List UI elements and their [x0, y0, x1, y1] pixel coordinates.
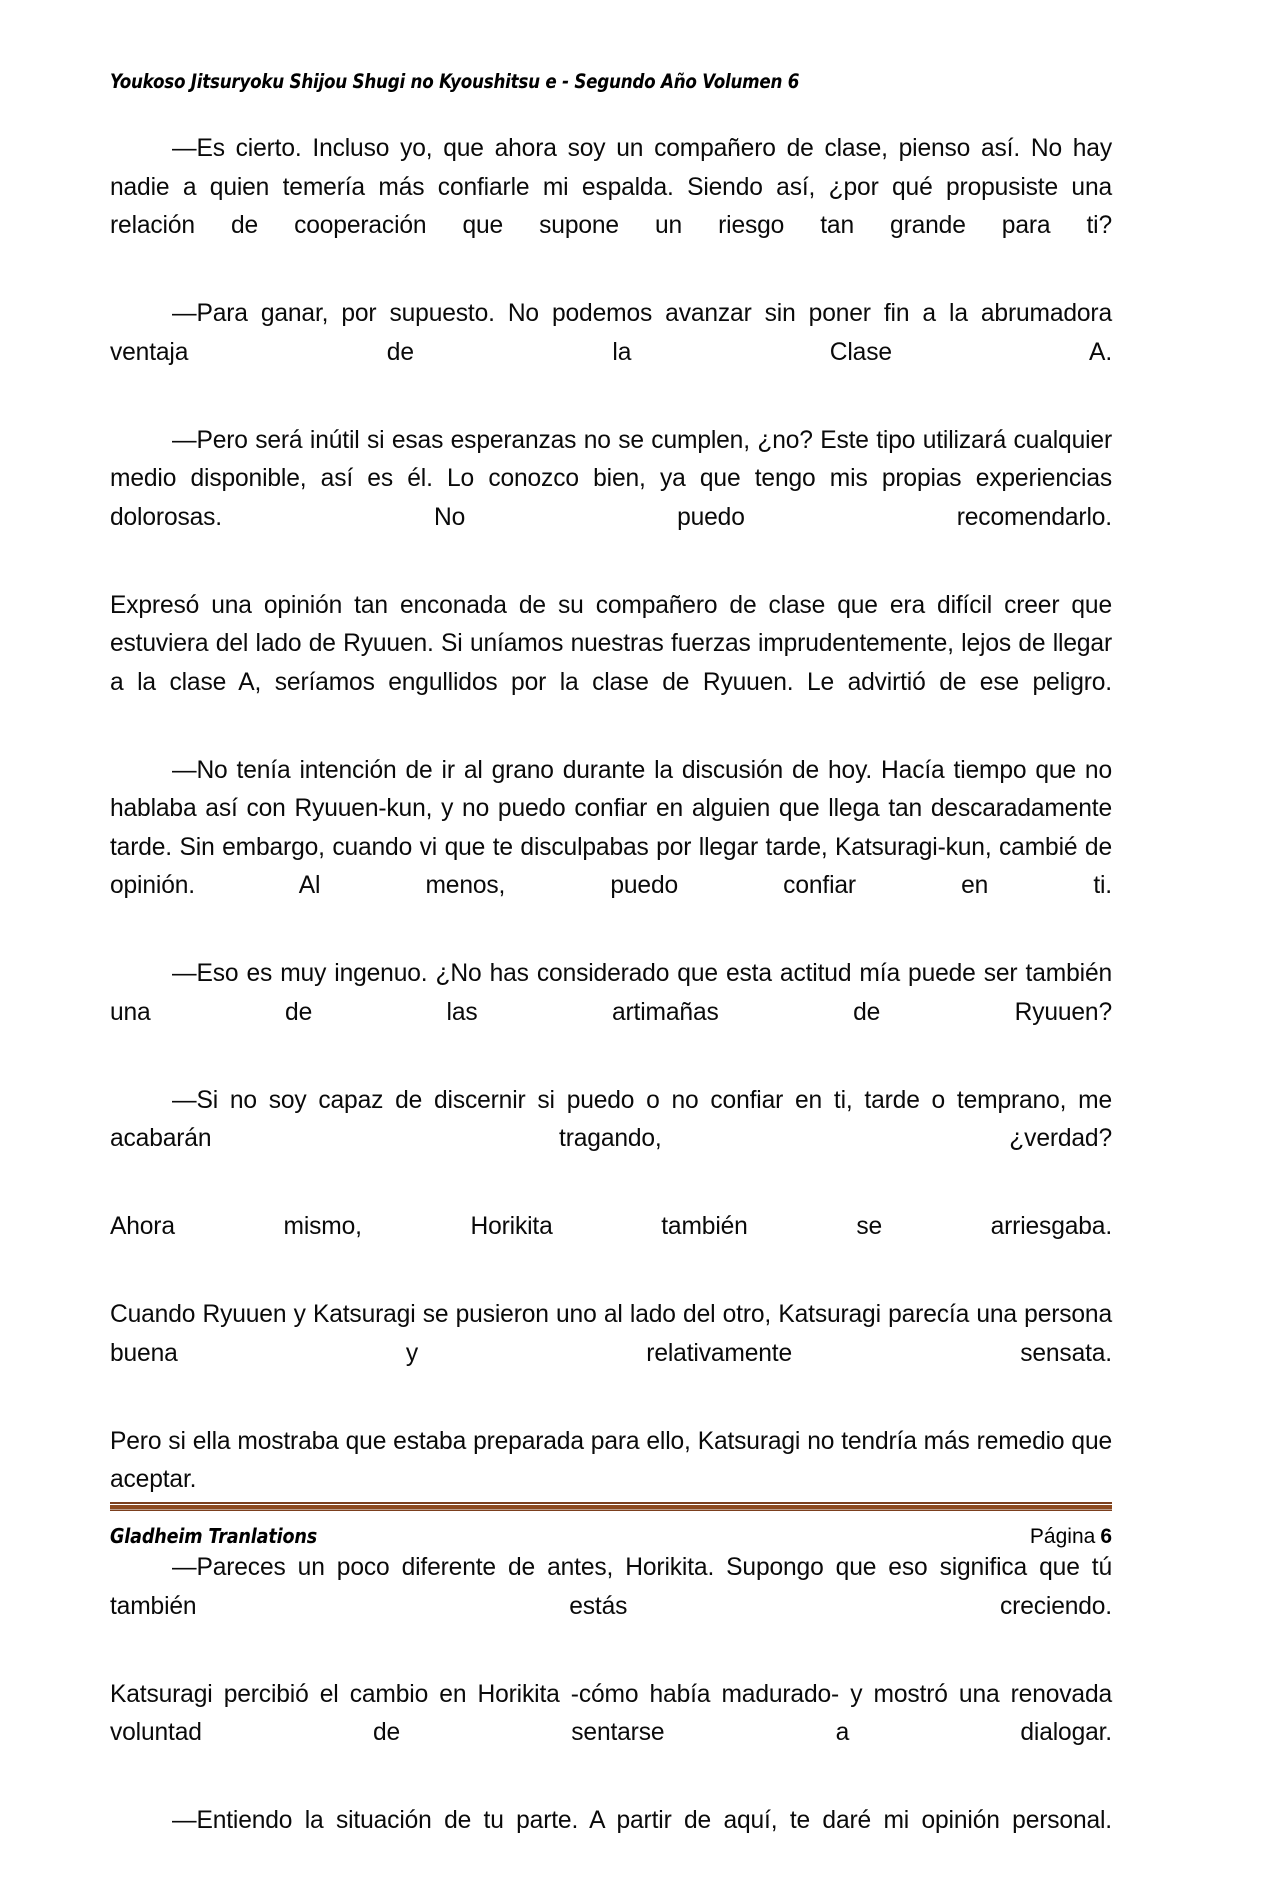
page-number: 6	[1100, 1525, 1112, 1548]
body-paragraph: Cuando Ryuuen y Katsuragi se pusieron uno al lado del otro, Katsuragi parecía una persona buena y relativamente sensata.	[110, 1301, 1112, 1367]
body-paragraph: —Para ganar, por supuesto. No podemos avanzar sin poner fin a la abrumadora ventaja de la Clase A.	[110, 300, 1112, 366]
document-body	[110, 130, 1112, 1879]
body-paragraph: Ahora mismo, Horikita también se arriesgaba.	[110, 1213, 1112, 1240]
body-paragraph: Expresó una opinión tan enconada de su compañero de clase que era difícil creer que estuviera del lado de Ryuuen. Si uníamos nuestras fuerzas imprudentemente, lejos de llegar a la clase A, seríamos engullidos por la clase de Ryuuen. Le advirtió de ese peligro.	[110, 591, 1112, 696]
body-paragraph: Katsuragi percibió el cambio en Horikita -cómo había madurado- y mostró una renovada voluntad de sentarse a dialogar.	[110, 1680, 1112, 1746]
body-paragraph: —Pareces un poco diferente de antes, Horikita. Supongo que eso significa que tú también estás creciendo.	[110, 1554, 1112, 1620]
footer-row	[110, 1524, 1112, 1549]
page-footer	[110, 1502, 1112, 1549]
body-paragraph: —Eso es muy ingenuo. ¿No has considerado que esta actitud mía puede ser también una de las artimañas de Ryuuen?	[110, 960, 1112, 1026]
body-paragraph: —Si no soy capaz de discernir si puedo o no confiar en ti, tarde o temprano, me acabarán tragando, ¿verdad?	[110, 1086, 1112, 1152]
page-header	[110, 70, 1110, 104]
footer-page-indicator	[1030, 1525, 1112, 1549]
footer-credit: Gladheim Tranlations	[110, 1524, 318, 1548]
body-paragraph: —No tenía intención de ir al grano durante la discusión de hoy. Hacía tiempo que no hablaba así con Ryuuen-kun, y no puedo confiar en alguien que llega tan descaradamente tarde. Sin embargo, cuando vi que te disculpabas por llegar tarde, Katsuragi-kun, cambié de opinión. Al menos, puedo confiar en ti.	[110, 756, 1112, 899]
header-title: Youkoso Jitsuryoku Shijou Shugi no Kyoushitsu e - Segundo Año Volumen 6	[110, 70, 800, 93]
page-label: Página	[1029, 1525, 1096, 1548]
body-paragraph: —Es cierto. Incluso yo, que ahora soy un compañero de clase, pienso así. No hay nadie a quien temería más confiarle mi espalda. Siendo así, ¿por qué propusiste una relación de cooperación que supone un riesgo tan grande para ti?	[110, 135, 1112, 239]
body-paragraph: —Entiendo la situación de tu parte. A partir de aquí, te daré mi opinión personal.	[172, 1807, 1112, 1834]
footer-divider-rule	[110, 1502, 1112, 1511]
body-paragraph: Pero si ella mostraba que estaba preparada para ello, Katsuragi no tendría más remedio que aceptar.	[110, 1427, 1112, 1493]
body-paragraph: —Pero será inútil si esas esperanzas no se cumplen, ¿no? Este tipo utilizará cualquier medio disponible, así es él. Lo conozco bien, ya que tengo mis propias experiencias dolorosas. No puedo recomendarlo.	[110, 426, 1112, 531]
